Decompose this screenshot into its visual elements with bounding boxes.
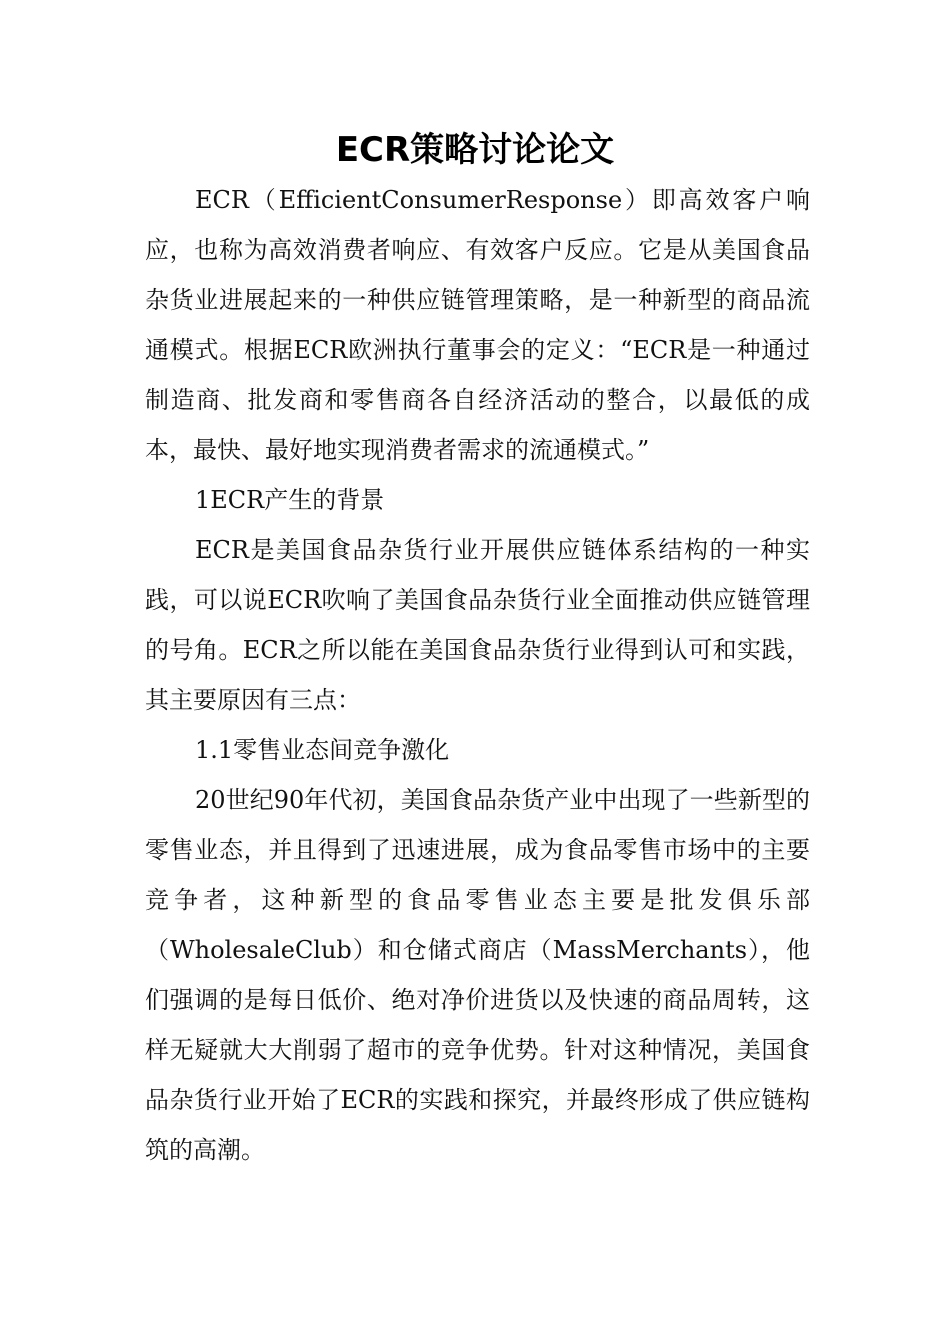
section-heading-background: 1ECR产生的背景 (195, 486, 385, 514)
paragraph-ecr-practice: ECR是美国食品杂货行业开展供应链体系结构的一种实践，可以说ECR吹响了美国食品杂货行业全面推动供应链管理的号角。ECR之所以能在美国食品杂货行业得到认可和实践，其主要原因有三点： (145, 536, 810, 714)
subsection-heading-competition: 1.1零售业态间竞争激化 (195, 736, 450, 764)
paragraph-ecr-definition: ECR（EfficientConsumerResponse）即高效客户响应，也称为高效消费者响应、有效客户反应。它是从美国食品杂货业进展起来的一种供应链管理策略，是一种新型的商品流通模式。根据ECR欧洲执行董事会的定义：“ECR是一种通过制造商、批发商和零售商各自经济活动的整合，以最低的成本，最快、最好地实现消费者需求的流通模式。” (145, 186, 810, 464)
paragraph-retail-formats: 20世纪90年代初，美国食品杂货产业中出现了一些新型的零售业态，并且得到了迅速进展，成为食品零售市场中的主要竞争者，这种新型的食品零售业态主要是批发俱乐部（WholesaleClub）和仓储式商店（MassMerchants），他们强调的是每日低价、绝对净价进货以及快速的商品周转，这样无疑就大大削弱了超市的竞争优势。针对这种情况，美国食品杂货行业开始了ECR的实践和探究，并最终形成了供应链构筑的高潮。 (145, 786, 810, 1164)
document-title: ECR策略讨论论文 (335, 130, 615, 170)
document-body (145, 175, 810, 1175)
